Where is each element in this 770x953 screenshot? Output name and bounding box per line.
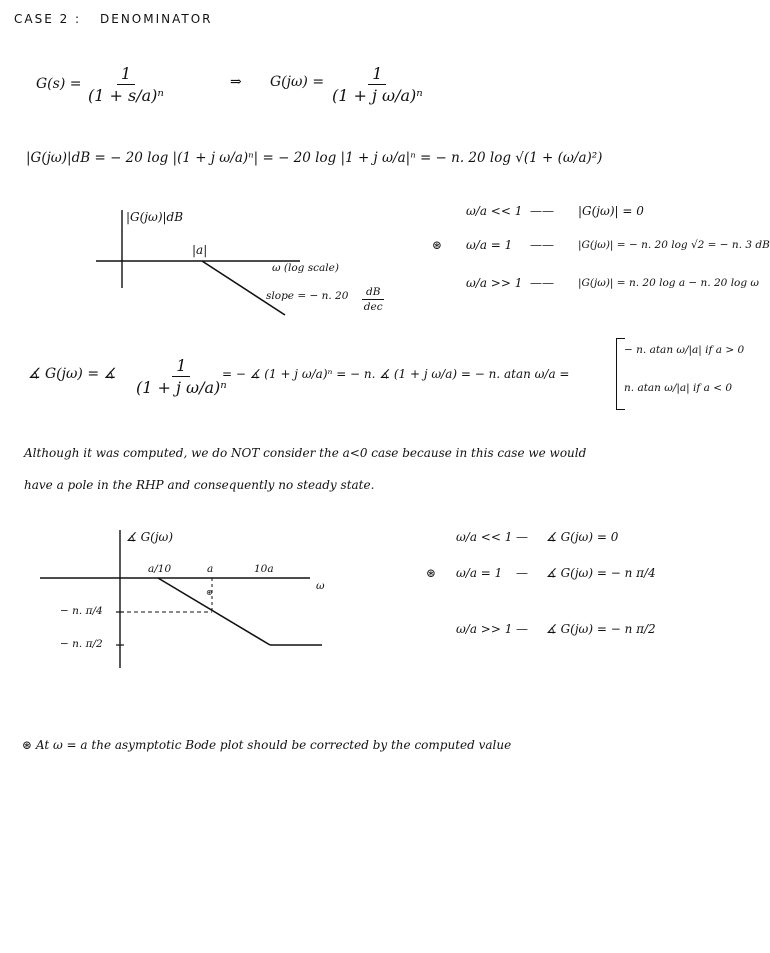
phase-eq-case1: − n. atan ω/|a| if a > 0 (624, 344, 745, 356)
tf-denominator: (1 + s/a)ⁿ (88, 86, 164, 105)
phase-ytick-pi2: − n. π/2 (60, 638, 103, 650)
mag-case-result: |G(jω)| = − n. 20 log √2 = − n. 3 dB (578, 239, 770, 251)
phase-case-result: ∡ G(jω) = 0 (546, 530, 619, 544)
mag-slope-label: slope = − n. 20 (266, 290, 349, 302)
mag-case-arrow: —— (530, 238, 554, 252)
tf-lhs: G(s) = (36, 76, 82, 92)
tf-numerator: 1 (117, 64, 135, 85)
phase-tick-a: a (207, 563, 214, 575)
mag-case-cond: ω/a >> 1 (466, 276, 523, 290)
phase-tick-10a: 10a (254, 563, 274, 575)
footnote: ⊛ At ω = a the asymptotic Bode plot should be corrected by the computed value (22, 738, 512, 752)
phase-case-result: ∡ G(jω) = − n π/4 (546, 566, 656, 580)
phase-eq-case2: n. atan ω/|a| if a < 0 (624, 382, 733, 394)
phase-eq-numerator: 1 (172, 356, 190, 377)
phase-plot-xlabel: ω (316, 580, 325, 592)
phase-case-cond: ω/a << 1 (456, 530, 513, 544)
mag-slope-unit-den: dec (363, 301, 383, 313)
mag-case-result: |G(jω)| = n. 20 log a − n. 20 log ω (578, 277, 759, 289)
phase-case-arrow: — (516, 530, 528, 544)
mag-plot-ylabel: |G(jω)|dB (126, 210, 184, 224)
phase-case-arrow: — (516, 622, 528, 636)
phase-case-marker: ⊛ (426, 566, 437, 580)
phase-case-cond: ω/a = 1 (456, 566, 503, 580)
implies-arrow: ⇒ (230, 74, 242, 90)
mag-case-result: |G(jω)| = 0 (578, 204, 644, 218)
mag-case-cond: ω/a = 1 (466, 238, 513, 252)
phase-case-cond: ω/a >> 1 (456, 622, 513, 636)
mag-case-arrow: —— (530, 204, 554, 218)
phase-case-result: ∡ G(jω) = − n π/2 (546, 622, 656, 636)
mag-case-marker: ⊛ (432, 238, 443, 252)
note-line-2: have a pole in the RHP and consequently no steady state. (24, 478, 375, 492)
phase-plot-ylabel: ∡ G(jω) (126, 530, 174, 544)
phase-ytick-pi4: − n. π/4 (60, 605, 103, 617)
phase-eq-denominator: (1 + j ω/a)ⁿ (136, 378, 227, 397)
phase-asymptote-slope (158, 578, 270, 645)
mag-case-cond: ω/a << 1 (466, 204, 523, 218)
mag-case-arrow: —— (530, 276, 554, 290)
mag-slope-unit-num: dB (362, 286, 384, 300)
case-label: CASE 2 : (14, 12, 82, 26)
mag-plot-xlabel: ω (log scale) (272, 262, 339, 274)
tf-jw-lhs: G(jω) = (270, 74, 325, 90)
phase-eq-fraction (136, 356, 227, 397)
page-title: DENOMINATOR (100, 12, 213, 26)
phase-eq-rhs: = − ∡ (1 + j ω/a)ⁿ = − n. ∡ (1 + j ω/a) = − n. atan ω/a = (222, 367, 570, 381)
phase-case-arrow: — (516, 566, 528, 580)
note-line-1: Although it was computed, we do NOT consider the a<0 case because in this case we would (24, 446, 587, 460)
mag-slope-unit (362, 286, 384, 313)
phase-eq-lhs: ∡ G(jω) = ∡ (28, 366, 117, 382)
magnitude-equation: |G(jω)|dB = − 20 log |(1 + j ω/a)ⁿ| = − 20 log |1 + j ω/a|ⁿ = − n. 20 log √(1 + (ω/a)²) (26, 150, 603, 166)
phase-tick-a10: a/10 (148, 563, 172, 575)
phase-correction-marker: ⊛ (206, 588, 213, 597)
tf-jw-numerator: 1 (368, 64, 386, 85)
tf-jw-denominator: (1 + j ω/a)ⁿ (332, 86, 423, 105)
mag-corner-label: |a| (192, 243, 208, 257)
